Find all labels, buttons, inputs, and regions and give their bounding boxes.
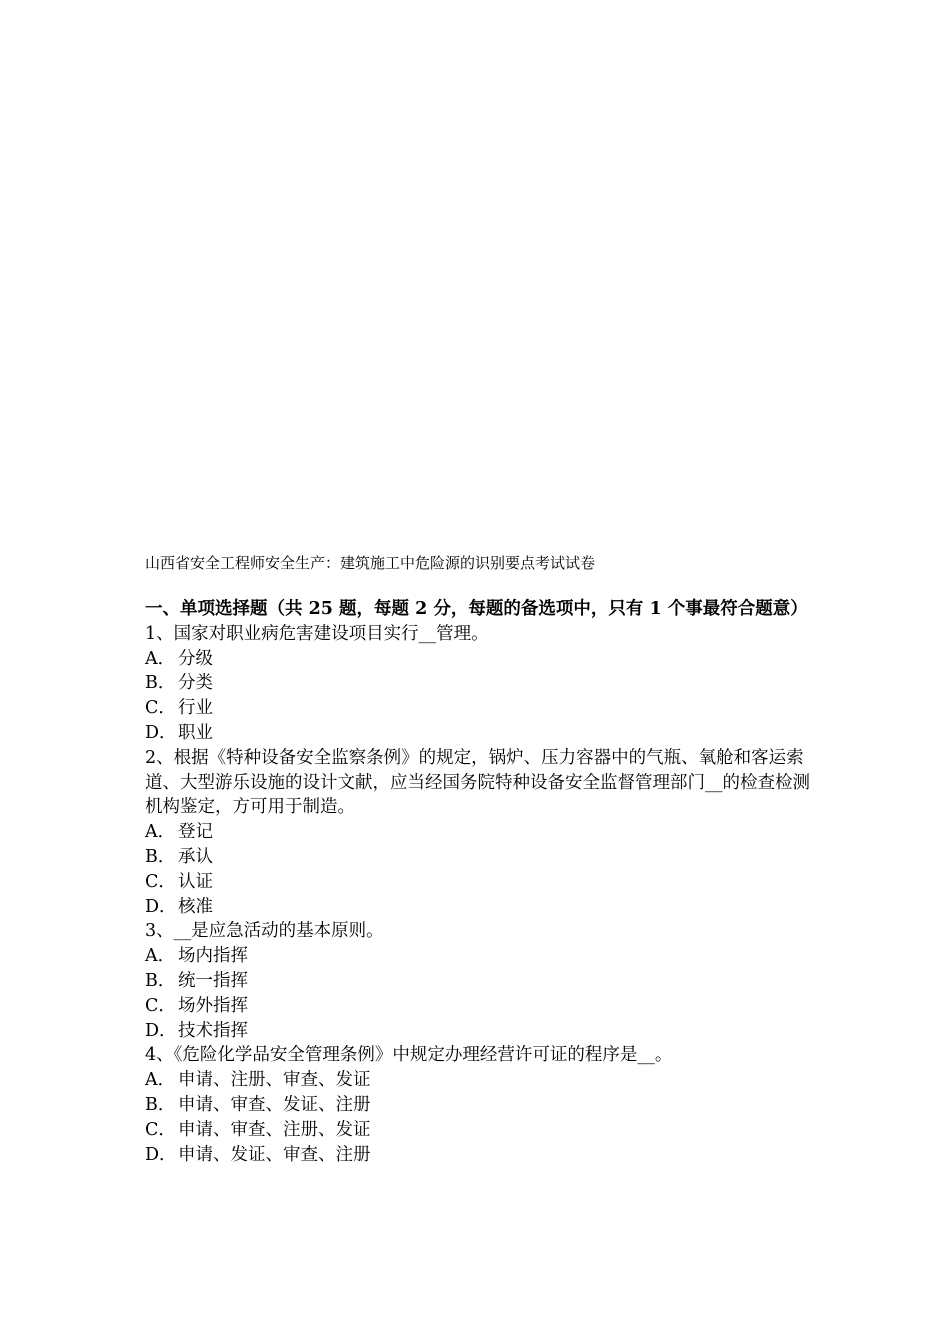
option-text: 场外指挥 — [178, 995, 248, 1016]
option-text: 申请、审查、发证、注册 — [178, 1094, 371, 1115]
question-text: 4、《危险化学品安全管理条例》中规定办理经营许可证的程序是__。 — [145, 1045, 673, 1066]
option-a — [145, 647, 813, 672]
option-text: 认证 — [178, 871, 213, 892]
option-text: 技术指挥 — [178, 1020, 248, 1041]
option-text: 分类 — [178, 673, 213, 694]
question-block — [145, 746, 813, 920]
option-d — [145, 895, 813, 920]
option-c — [145, 994, 813, 1019]
option-text: 分级 — [178, 648, 213, 669]
question-block — [145, 919, 813, 1043]
option-letter: D． — [145, 1144, 177, 1165]
option-text: 核准 — [178, 896, 213, 917]
option-letter: C． — [145, 871, 176, 892]
option-text: 登记 — [178, 822, 213, 843]
option-letter: A． — [145, 648, 176, 669]
option-c — [145, 1118, 813, 1143]
document-title: 山西省安全工程师安全生产：建筑施工中危险源的识别要点考试试卷 — [145, 554, 596, 572]
option-b — [145, 845, 813, 870]
question-text: 1、国家对职业病危害建设项目实行__管理。 — [145, 623, 489, 644]
option-letter: B． — [145, 673, 176, 694]
option-text: 申请、审查、注册、发证 — [178, 1119, 371, 1140]
option-b — [145, 671, 813, 696]
option-text: 职业 — [178, 722, 213, 743]
option-letter: A． — [145, 822, 176, 843]
option-letter: D． — [145, 896, 177, 917]
option-text: 申请、发证、审查、注册 — [178, 1144, 371, 1165]
option-d — [145, 721, 813, 746]
exam-content — [145, 597, 813, 1167]
option-letter: A． — [145, 1070, 176, 1091]
option-c — [145, 870, 813, 895]
question-block — [145, 1043, 813, 1167]
option-text: 统一指挥 — [178, 970, 248, 991]
option-text: 申请、注册、审查、发证 — [178, 1070, 371, 1091]
option-b — [145, 1093, 813, 1118]
option-letter: D． — [145, 1020, 177, 1041]
option-d — [145, 1143, 813, 1168]
option-text: 行业 — [178, 698, 213, 719]
option-a — [145, 944, 813, 969]
option-a — [145, 1068, 813, 1093]
question-text: 3、__是应急活动的基本原则。 — [145, 921, 384, 942]
option-b — [145, 969, 813, 994]
question-block — [145, 622, 813, 746]
option-text: 承认 — [178, 846, 213, 867]
option-letter: B． — [145, 1094, 176, 1115]
question-text: 2、根据《特种设备安全监察条例》的规定，锅炉、压力容器中的气瓶、氧舱和客运索道、大型游乐设施的设计文献，应当经国务院特种设备安全监督管理部门__的检查检测机构鉴定，方可用于制造。 — [145, 747, 810, 818]
option-a — [145, 820, 813, 845]
option-letter: C． — [145, 995, 176, 1016]
option-text: 场内指挥 — [178, 946, 248, 967]
option-letter: A． — [145, 946, 176, 967]
option-letter: C． — [145, 698, 176, 719]
section-heading: 一、单项选择题（共 25 题，每题 2 分，每题的备选项中，只有 1 个事最符合题意） — [145, 599, 808, 619]
option-letter: B． — [145, 846, 176, 867]
option-d — [145, 1019, 813, 1044]
option-letter: C． — [145, 1119, 176, 1140]
option-letter: B． — [145, 970, 176, 991]
option-letter: D． — [145, 722, 177, 743]
option-c — [145, 696, 813, 721]
